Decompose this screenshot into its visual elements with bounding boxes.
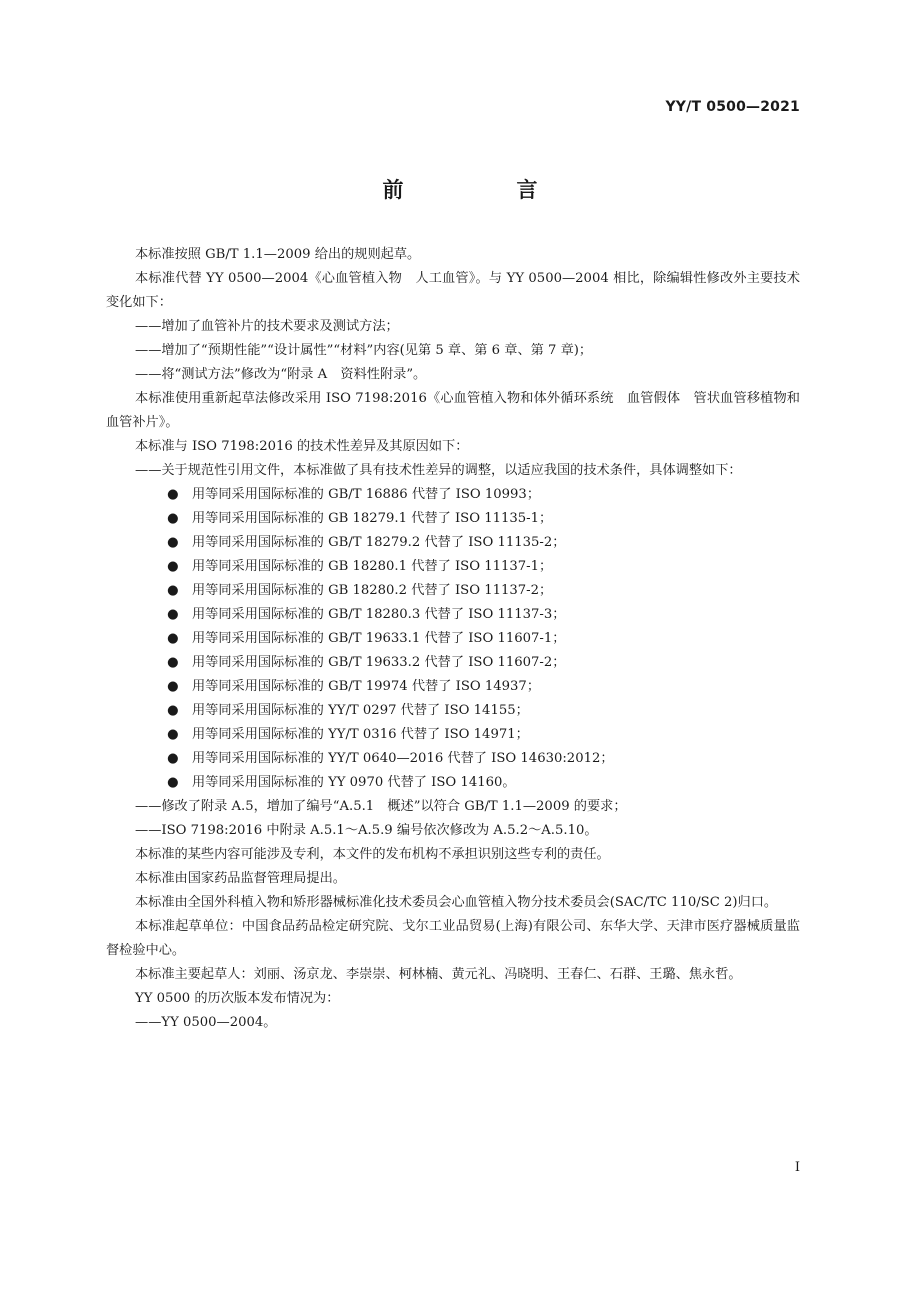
page-number: I (794, 1160, 800, 1175)
bullet-item (106, 699, 800, 723)
bullet-text: 用等同采用国际标准的 GB/T 19974 代替了 ISO 14937； (192, 679, 541, 694)
paragraph: 本标准由全国外科植入物和矫形器械标准化技术委员会心血管植入物分技术委员会(SAC/TC 110/SC 2)归口。 (135, 895, 778, 910)
bullet-item (106, 651, 800, 675)
paragraph: 本标准起草单位：中国食品药品检定研究院、戈尔工业品贸易(上海)有限公司、东华大学、天津市医疗器械质量监督检验中心。 (106, 919, 800, 958)
dash-item: ——将“测试方法”修改为“附录 A 资料性附录”。 (135, 367, 427, 382)
dash-item: ——ISO 7198:2016 中附录 A.5.1～A.5.9 编号依次修改为 A.5.2～A.5.10。 (135, 823, 598, 838)
bullet-icon: ● (167, 727, 179, 742)
bullet-text: 用等同采用国际标准的 YY/T 0297 代替了 ISO 14155； (192, 703, 529, 718)
bullet-item (106, 627, 800, 651)
dash-item: ——修改了附录 A.5，增加了编号“A.5.1 概述”以符合 GB/T 1.1—2009 的要求； (135, 799, 627, 814)
bullet-item (106, 675, 800, 699)
bullet-text: 用等同采用国际标准的 GB 18279.1 代替了 ISO 11135-1； (192, 511, 553, 526)
paragraph: 本标准的某些内容可能涉及专利，本文件的发布机构不承担识别这些专利的责任。 (135, 847, 610, 862)
bullet-item (106, 555, 800, 579)
bullet-icon: ● (167, 751, 179, 766)
bullet-item (106, 723, 800, 747)
bullet-text: 用等同采用国际标准的 YY/T 0640—2016 代替了 ISO 14630:2012； (192, 751, 614, 766)
bullet-text: 用等同采用国际标准的 GB 18280.1 代替了 ISO 11137-1； (192, 559, 553, 574)
paragraph: YY 0500 的历次版本发布情况为： (135, 991, 340, 1006)
document-code: YY/T 0500—2021 (665, 99, 800, 115)
bullet-icon: ● (167, 487, 179, 502)
bullet-item (106, 507, 800, 531)
bullet-icon: ● (167, 703, 179, 718)
bullet-item (106, 747, 800, 771)
bullet-text: 用等同采用国际标准的 GB/T 18280.3 代替了 ISO 11137-3； (192, 607, 566, 622)
paragraph: 本标准代替 YY 0500—2004《心血管植入物 人工血管》。与 YY 0500—2004 相比，除编辑性修改外主要技术变化如下： (106, 271, 800, 310)
bullet-text: 用等同采用国际标准的 YY/T 0316 代替了 ISO 14971； (192, 727, 529, 742)
paragraph: 本标准按照 GB/T 1.1—2009 给出的规则起草。 (135, 247, 421, 262)
bullet-item (106, 531, 800, 555)
bullet-icon: ● (167, 679, 179, 694)
bullet-icon: ● (167, 559, 179, 574)
dash-item: ——YY 0500—2004。 (135, 1015, 277, 1030)
bullet-icon: ● (167, 775, 179, 790)
bullet-text: 用等同采用国际标准的 YY 0970 代替了 ISO 14160。 (192, 775, 516, 790)
paragraph: 本标准主要起草人：刘丽、汤京龙、李崇崇、柯林楠、黄元礼、冯晓明、王春仁、石群、王璐、焦永哲。 (135, 967, 742, 982)
paragraph: 本标准与 ISO 7198:2016 的技术性差异及其原因如下： (135, 439, 469, 454)
dash-item: ——增加了血管补片的技术要求及测试方法； (135, 319, 399, 334)
bullet-text: 用等同采用国际标准的 GB/T 19633.2 代替了 ISO 11607-2； (192, 655, 566, 670)
paragraph: 本标准使用重新起草法修改采用 ISO 7198:2016《心血管植入物和体外循环系统 血管假体 管状血管移植物和血管补片》。 (106, 391, 800, 430)
bullet-item (106, 771, 800, 795)
bullet-item (106, 483, 800, 507)
bullet-icon: ● (167, 631, 179, 646)
bullet-text: 用等同采用国际标准的 GB/T 18279.2 代替了 ISO 11135-2； (192, 535, 566, 550)
bullet-item (106, 579, 800, 603)
bullet-icon: ● (167, 511, 179, 526)
foreword-body (106, 243, 800, 1035)
paragraph: 本标准由国家药品监督管理局提出。 (135, 871, 346, 886)
bullet-icon: ● (167, 583, 179, 598)
bullet-icon: ● (167, 535, 179, 550)
bullet-item (106, 603, 800, 627)
bullet-icon: ● (167, 607, 179, 622)
bullet-text: 用等同采用国际标准的 GB/T 16886 代替了 ISO 10993； (192, 487, 541, 502)
dash-item: ——增加了“预期性能”“设计属性”“材料”内容(见第 5 章、第 6 章、第 7 章)； (135, 343, 593, 358)
bullet-text: 用等同采用国际标准的 GB/T 19633.1 代替了 ISO 11607-1； (192, 631, 566, 646)
bullet-icon: ● (167, 655, 179, 670)
dash-item: ——关于规范性引用文件，本标准做了具有技术性差异的调整，以适应我国的技术条件，具体调整如下： (135, 463, 742, 478)
bullet-text: 用等同采用国际标准的 GB 18280.2 代替了 ISO 11137-2； (192, 583, 553, 598)
page-title: 前 言 (382, 178, 584, 202)
